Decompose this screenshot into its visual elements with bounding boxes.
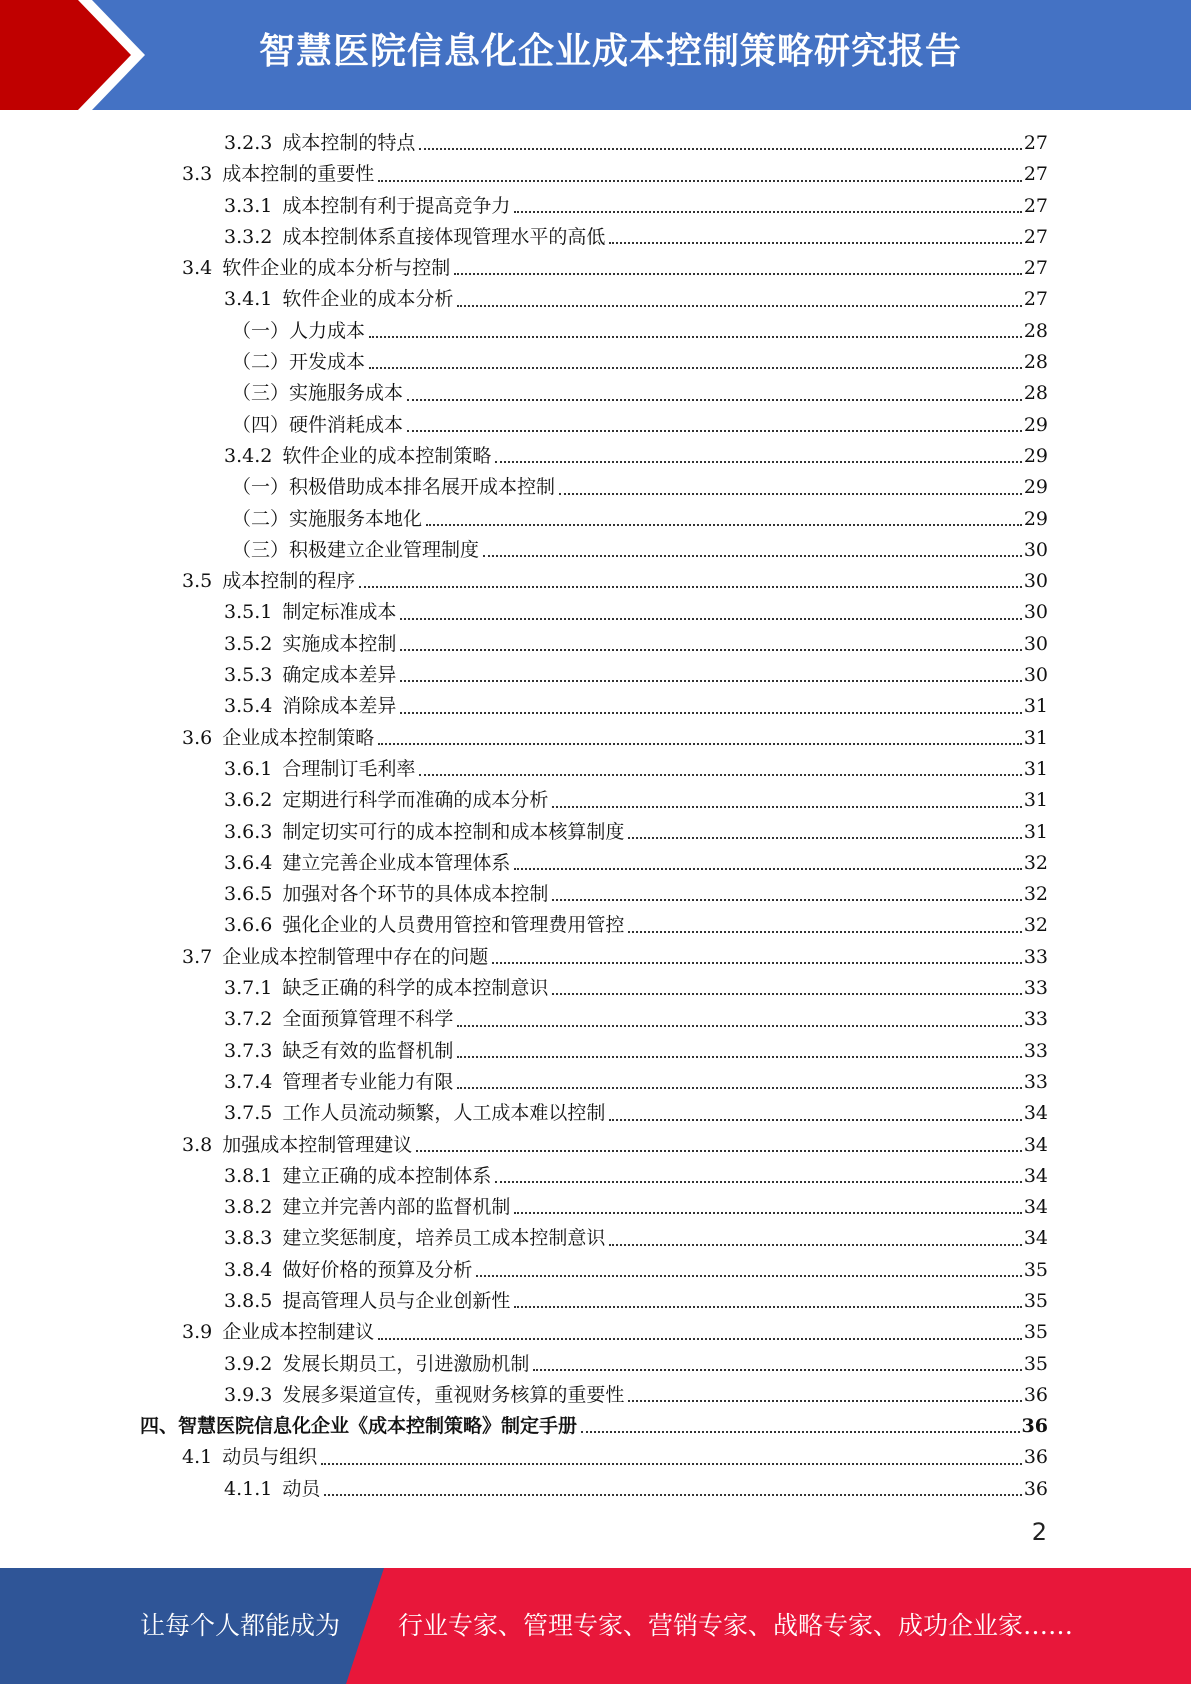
toc-entry-title: 四、智慧医院信息化企业《成本控制策略》制定手册 xyxy=(140,1415,578,1438)
toc-dot-leader xyxy=(559,493,1022,495)
toc-entry-title: 强化企业的人员费用管控和管理费用管控 xyxy=(282,914,625,937)
toc-dot-leader xyxy=(457,1025,1021,1027)
toc-entry[interactable] xyxy=(140,316,1048,347)
toc-dot-leader xyxy=(419,148,1021,150)
toc-dot-leader xyxy=(533,1369,1021,1371)
toc-dot-leader xyxy=(495,461,1021,463)
toc-entry-number: 3.6 xyxy=(182,726,213,749)
toc-entry[interactable] xyxy=(140,1442,1048,1473)
toc-entry[interactable] xyxy=(140,284,1048,315)
toc-entry-title: 企业成本控制策略 xyxy=(222,726,375,749)
toc-entry-number: 4.1.1 xyxy=(224,1477,273,1500)
toc-entry-page: 32 xyxy=(1023,914,1048,937)
toc-entry-number: 3.7.1 xyxy=(224,977,273,1000)
toc-dot-leader xyxy=(476,1275,1021,1277)
toc-dot-leader xyxy=(483,555,1022,557)
toc-entry-title: 成本控制的特点 xyxy=(282,132,416,154)
toc-entry[interactable] xyxy=(140,910,1048,941)
toc-entry-title: 全面预算管理不科学 xyxy=(282,1008,454,1031)
toc-dot-leader xyxy=(609,242,1021,244)
toc-entry-number: 3.6.6 xyxy=(224,914,273,937)
toc-entry-number: 3.6.4 xyxy=(224,851,273,874)
toc-entry-title: 动员 xyxy=(282,1477,321,1500)
toc-entry[interactable] xyxy=(140,973,1048,1004)
toc-entry-page: 28 xyxy=(1023,351,1048,374)
toc-entry-page: 35 xyxy=(1023,1258,1048,1281)
toc-entry-page: 36 xyxy=(1023,1477,1048,1500)
toc-entry[interactable] xyxy=(140,1098,1048,1129)
toc-entry-page: 27 xyxy=(1023,288,1048,311)
toc-entry[interactable] xyxy=(140,1286,1048,1317)
toc-entry-title: 合理制订毛利率 xyxy=(282,757,416,780)
header-banner xyxy=(0,0,1191,110)
toc-entry[interactable] xyxy=(140,378,1048,409)
toc-entry-title: 动员与组织 xyxy=(222,1446,318,1469)
toc-entry[interactable] xyxy=(140,660,1048,691)
toc-entry-title: 发展长期员工，引进激励机制 xyxy=(282,1352,530,1375)
toc-entry-number: 3.8.5 xyxy=(224,1289,273,1312)
toc-entry[interactable] xyxy=(140,347,1048,378)
toc-entry-title: （二）实施服务本地化 xyxy=(232,507,423,530)
footer-banner xyxy=(0,1568,1191,1684)
toc-entry-number: 3.8.2 xyxy=(224,1196,273,1219)
toc-entry-title: 建立正确的成本控制体系 xyxy=(282,1164,492,1187)
toc-entry[interactable] xyxy=(140,222,1048,253)
toc-entry-page: 34 xyxy=(1023,1102,1048,1125)
toc-entry-page: 27 xyxy=(1023,132,1048,154)
toc-entry-page: 35 xyxy=(1023,1289,1048,1312)
toc-entry-page: 33 xyxy=(1023,1070,1048,1093)
footer-slogan-right: 行业专家、管理专家、营销专家、战略专家、成功企业家…… xyxy=(398,1611,1074,1640)
toc-entry-page: 30 xyxy=(1023,601,1048,624)
toc-entry-number: 3.9.3 xyxy=(224,1383,273,1406)
toc-entry-number: 3.5.1 xyxy=(224,601,273,624)
toc-entry-title: 实施成本控制 xyxy=(282,632,397,655)
toc-dot-leader xyxy=(378,1338,1022,1340)
toc-dot-leader xyxy=(378,180,1022,182)
toc-dot-leader xyxy=(419,774,1021,776)
toc-entry[interactable] xyxy=(140,1161,1048,1192)
toc-entry-number: 3.4.1 xyxy=(224,288,273,311)
toc-entry-title: 工作人员流动频繁，人工成本难以控制 xyxy=(282,1102,606,1125)
toc-entry-page: 30 xyxy=(1023,538,1048,561)
toc-entry-title: 建立奖惩制度，培养员工成本控制意识 xyxy=(282,1227,606,1250)
toc-dot-leader xyxy=(514,1306,1021,1308)
toc-entry-number: 3.9 xyxy=(182,1321,213,1344)
toc-entry-title: 建立并完善内部的监督机制 xyxy=(282,1196,511,1219)
toc-dot-leader xyxy=(514,868,1021,870)
toc-entry-title: 成本控制体系直接体现管理水平的高低 xyxy=(282,225,606,248)
toc-entry-page: 30 xyxy=(1023,570,1048,593)
toc-entry-number: 3.6.2 xyxy=(224,789,273,812)
toc-entry-title: （一）人力成本 xyxy=(232,319,366,342)
toc-entry[interactable] xyxy=(140,1223,1048,1254)
toc-entry-number: 3.4.2 xyxy=(224,444,273,467)
toc-entry-number: 3.9.2 xyxy=(224,1352,273,1375)
toc-dot-leader xyxy=(321,1463,1022,1465)
toc-dot-leader xyxy=(400,680,1021,682)
toc-entry[interactable] xyxy=(140,1411,1048,1442)
toc-entry-number: 3.2.3 xyxy=(224,132,273,154)
toc-entry-title: （四）硬件消耗成本 xyxy=(232,413,404,436)
toc-dot-leader xyxy=(378,743,1022,745)
toc-entry-page: 33 xyxy=(1023,945,1048,968)
toc-dot-leader xyxy=(552,993,1021,995)
toc-entry-page: 28 xyxy=(1023,382,1048,405)
toc-entry-title: 企业成本控制建议 xyxy=(222,1321,375,1344)
toc-entry-number: 3.3.1 xyxy=(224,194,273,217)
toc-dot-leader xyxy=(324,1494,1021,1496)
toc-entry-number: 3.4 xyxy=(182,257,213,280)
toc-dot-leader xyxy=(369,336,1022,338)
toc-dot-leader xyxy=(514,211,1021,213)
toc-entry-title: 做好价格的预算及分析 xyxy=(282,1258,473,1281)
toc-dot-leader xyxy=(407,399,1022,401)
toc-entry-title: （二）开发成本 xyxy=(232,351,366,374)
toc-entry-page: 28 xyxy=(1023,319,1048,342)
toc-entry[interactable] xyxy=(140,128,1048,159)
toc-entry-page: 34 xyxy=(1023,1227,1048,1250)
toc-entry[interactable] xyxy=(140,159,1048,190)
toc-entry-number: 3.3.2 xyxy=(224,225,273,248)
toc-entry-page: 33 xyxy=(1023,1008,1048,1031)
toc-entry-title: （一）积极借助成本排名展开成本控制 xyxy=(232,476,556,499)
toc-entry[interactable] xyxy=(140,504,1048,535)
toc-entry[interactable] xyxy=(140,597,1048,628)
toc-entry-page: 31 xyxy=(1023,789,1048,812)
toc-entry-page: 31 xyxy=(1023,695,1048,718)
toc-entry-number: 3.5.4 xyxy=(224,695,273,718)
toc-dot-leader xyxy=(426,524,1022,526)
toc-entry-title: 发展多渠道宣传，重视财务核算的重要性 xyxy=(282,1383,625,1406)
toc-entry-number: 3.7.4 xyxy=(224,1070,273,1093)
toc-entry-number: 3.7.5 xyxy=(224,1102,273,1125)
toc-entry-page: 27 xyxy=(1023,163,1048,186)
toc-entry-title: 制定切实可行的成本控制和成本核算制度 xyxy=(282,820,625,843)
toc-dot-leader xyxy=(495,1181,1021,1183)
footer-slogan-left: 让每个人都能成为 xyxy=(139,1611,340,1640)
toc-entry-page: 32 xyxy=(1023,883,1048,906)
table-of-contents xyxy=(140,128,1048,1505)
toc-entry[interactable] xyxy=(140,629,1048,660)
toc-entry-page: 35 xyxy=(1023,1352,1048,1375)
toc-entry-title: 管理者专业能力有限 xyxy=(282,1070,454,1093)
toc-entry-page: 29 xyxy=(1023,444,1048,467)
toc-entry-page: 36 xyxy=(1023,1383,1048,1406)
toc-entry-page: 30 xyxy=(1023,664,1048,687)
toc-entry-number: 3.6.3 xyxy=(224,820,273,843)
toc-entry[interactable] xyxy=(140,566,1048,597)
toc-dot-leader xyxy=(628,837,1021,839)
toc-dot-leader xyxy=(552,899,1021,901)
toc-entry[interactable] xyxy=(140,691,1048,722)
toc-entry[interactable] xyxy=(140,1380,1048,1411)
toc-entry[interactable] xyxy=(140,1067,1048,1098)
toc-entry-number: 3.8 xyxy=(182,1133,213,1156)
document-title: 智慧医院信息化企业成本控制策略研究报告 xyxy=(258,31,962,72)
toc-entry-page: 31 xyxy=(1023,820,1048,843)
toc-entry-title: 加强成本控制管理建议 xyxy=(222,1133,413,1156)
toc-entry[interactable] xyxy=(140,1317,1048,1348)
page-number: 2 xyxy=(1031,1518,1047,1546)
toc-dot-leader xyxy=(416,1150,1022,1152)
toc-entry-number: 3.8.3 xyxy=(224,1227,273,1250)
toc-dot-leader xyxy=(457,1087,1021,1089)
toc-entry-page: 36 xyxy=(1023,1446,1048,1469)
toc-entry-page: 35 xyxy=(1023,1321,1048,1344)
toc-entry-page: 29 xyxy=(1023,476,1048,499)
toc-entry-number: 3.5.2 xyxy=(224,632,273,655)
toc-entry-page: 34 xyxy=(1023,1196,1048,1219)
toc-dot-leader xyxy=(400,712,1021,714)
toc-dot-leader xyxy=(457,305,1021,307)
toc-entry-number: 3.8.1 xyxy=(224,1164,273,1187)
toc-entry[interactable] xyxy=(140,253,1048,284)
toc-entry[interactable] xyxy=(140,1036,1048,1067)
toc-dot-leader xyxy=(581,1431,1020,1433)
toc-entry-title: 定期进行科学而准确的成本分析 xyxy=(282,789,549,812)
toc-entry-title: 加强对各个环节的具体成本控制 xyxy=(282,883,549,906)
toc-entry-title: 缺乏正确的科学的成本控制意识 xyxy=(282,977,549,1000)
toc-entry-page: 27 xyxy=(1023,257,1048,280)
toc-entry[interactable] xyxy=(140,1474,1048,1505)
toc-entry-number: 3.7 xyxy=(182,945,213,968)
toc-dot-leader xyxy=(400,649,1021,651)
toc-dot-leader xyxy=(454,273,1022,275)
toc-entry-title: 确定成本差异 xyxy=(282,664,397,687)
toc-entry-number: 3.5 xyxy=(182,570,213,593)
toc-entry-page: 34 xyxy=(1023,1164,1048,1187)
toc-dot-leader xyxy=(407,430,1022,432)
toc-entry-page: 29 xyxy=(1023,507,1048,530)
toc-entry[interactable] xyxy=(140,1255,1048,1286)
toc-entry-title: 提高管理人员与企业创新性 xyxy=(282,1289,511,1312)
toc-entry-page: 31 xyxy=(1023,757,1048,780)
toc-entry-number: 3.7.3 xyxy=(224,1039,273,1062)
toc-entry-title: 消除成本差异 xyxy=(282,695,397,718)
toc-entry-title: 软件企业的成本分析 xyxy=(282,288,454,311)
toc-entry[interactable] xyxy=(140,848,1048,879)
toc-entry-number: 4.1 xyxy=(182,1446,213,1469)
toc-entry-title: （三）积极建立企业管理制度 xyxy=(232,538,480,561)
toc-entry-page: 30 xyxy=(1023,632,1048,655)
toc-entry[interactable] xyxy=(140,441,1048,472)
toc-entry-page: 32 xyxy=(1023,851,1048,874)
toc-entry[interactable] xyxy=(140,879,1048,910)
toc-dot-leader xyxy=(492,962,1022,964)
toc-entry-number: 3.6.5 xyxy=(224,883,273,906)
toc-entry-number: 3.5.3 xyxy=(224,664,273,687)
toc-entry-page: 33 xyxy=(1023,977,1048,1000)
toc-entry[interactable] xyxy=(140,472,1048,503)
toc-dot-leader xyxy=(457,1056,1021,1058)
toc-entry[interactable] xyxy=(140,191,1048,222)
toc-dot-leader xyxy=(400,618,1021,620)
toc-dot-leader xyxy=(628,1400,1021,1402)
toc-entry-title: 制定标准成本 xyxy=(282,601,397,624)
toc-entry-number: 3.8.4 xyxy=(224,1258,273,1281)
toc-entry-title: 缺乏有效的监督机制 xyxy=(282,1039,454,1062)
toc-entry[interactable] xyxy=(140,785,1048,816)
toc-entry-title: 建立完善企业成本管理体系 xyxy=(282,851,511,874)
toc-entry[interactable] xyxy=(140,535,1048,566)
toc-entry-page: 29 xyxy=(1023,413,1048,436)
toc-entry-page: 33 xyxy=(1023,1039,1048,1062)
toc-entry-number: 3.6.1 xyxy=(224,757,273,780)
toc-entry-title: （三）实施服务成本 xyxy=(232,382,404,405)
toc-entry-page: 27 xyxy=(1023,194,1048,217)
toc-entry-number: 3.3 xyxy=(182,163,213,186)
toc-entry[interactable] xyxy=(140,1349,1048,1380)
toc-entry-title: 成本控制的重要性 xyxy=(222,163,375,186)
toc-entry-number: 3.7.2 xyxy=(224,1008,273,1031)
toc-entry-title: 成本控制的程序 xyxy=(222,570,356,593)
toc-dot-leader xyxy=(628,931,1021,933)
toc-entry-title: 软件企业的成本分析与控制 xyxy=(222,257,451,280)
toc-dot-leader xyxy=(369,367,1022,369)
toc-entry-page: 36 xyxy=(1021,1415,1048,1438)
toc-entry-title: 企业成本控制管理中存在的问题 xyxy=(222,945,489,968)
toc-entry[interactable] xyxy=(140,754,1048,785)
toc-entry-title: 软件企业的成本控制策略 xyxy=(282,444,492,467)
toc-dot-leader xyxy=(609,1244,1021,1246)
toc-entry-title: 成本控制有利于提高竞争力 xyxy=(282,194,511,217)
toc-entry[interactable] xyxy=(140,1004,1048,1035)
toc-dot-leader xyxy=(514,1212,1021,1214)
toc-dot-leader xyxy=(609,1119,1021,1121)
toc-entry[interactable] xyxy=(140,723,1048,754)
toc-dot-leader xyxy=(552,806,1021,808)
toc-dot-leader xyxy=(359,586,1022,588)
toc-entry[interactable] xyxy=(140,410,1048,441)
toc-entry-page: 31 xyxy=(1023,726,1048,749)
toc-entry[interactable] xyxy=(140,817,1048,848)
toc-entry[interactable] xyxy=(140,1192,1048,1223)
toc-entry-page: 34 xyxy=(1023,1133,1048,1156)
toc-entry[interactable] xyxy=(140,942,1048,973)
toc-entry-page: 27 xyxy=(1023,225,1048,248)
toc-entry[interactable] xyxy=(140,1130,1048,1161)
